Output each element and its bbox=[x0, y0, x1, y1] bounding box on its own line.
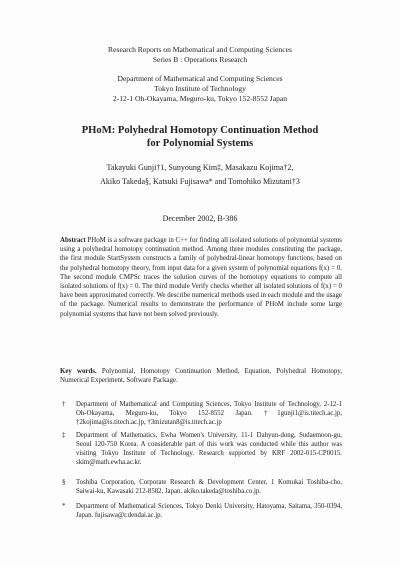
footnote-text: Department of Mathematical Sciences, Tokyo Denki University, Hatoyama, Saitama, 350-0394, Japan. fujisawa@r.dendai.ac.jp. bbox=[76, 503, 342, 519]
footnote-2 bbox=[62, 431, 342, 467]
footnote-text: Department of Mathematics, Ewha Women's University, 11-1 Dahyun-dong, Sudaemoon-gu, Seoul 120-750 Korea. A considerable part of this work was conducted while this author was visiting Tokyo Institute of Technology. Research supported by KRF 2002-015-CP0015. skim@math.ewha.ac.kr. bbox=[76, 432, 342, 466]
footnote-text: Department of Mathematical and Computing Sciences, Tokyo Institute of Technology, 2-12-1 Oh-Okayama, Meguro-ku, Tokyo 152-8552 Japan. †1gunji1@is.titech.ac.jp, †2kojima@is.titech.ac.jp, †3mizutan8@is.titech.ac.jp bbox=[76, 401, 342, 426]
footnote-3 bbox=[62, 478, 342, 496]
footnote-mark: § bbox=[62, 479, 66, 486]
report-series-header bbox=[0, 45, 400, 65]
institute-line: Tokyo Institute of Technology bbox=[154, 84, 246, 94]
footnote-mark: † bbox=[62, 401, 66, 408]
footnote-text: Toshiba Corporation, Corporate Research & Development Center, 1 Komukai Toshiba-cho, Saiwai-ku, Kawasaki 212-8582, Japan. akiko.takeda@toshiba.co.jp. bbox=[76, 479, 342, 495]
address-line: 2-12-1 Oh-Okayama, Meguro-ku, Tokyo 152-8552 Japan bbox=[112, 94, 288, 104]
paper-title bbox=[0, 124, 400, 150]
authors-line-2: Akiko Takeda§, Katsuki Fujisawa* and Tomohiko Mizutani†3 bbox=[100, 177, 300, 186]
keywords bbox=[60, 367, 342, 385]
abstract-label: Abstract bbox=[60, 237, 86, 244]
title-line-2: for Polynomial Systems bbox=[146, 138, 254, 149]
department-address bbox=[0, 74, 400, 105]
report-date: December 2002, B-386 bbox=[162, 214, 238, 223]
abstract-text: PHoM is a software package in C++ for finding all isolated solutions of polynomial systems using a polyhedral homotopy continuation method. Among three modules constituting the package, the first module StartSystem constructs a family of polyhedral-linear homotopy functions, based on the polyhedral homotopy theory, from input data for a given system of polynomial equations f(x) = 0. The second module CMPSc traces the solution curves of the homotopy equations to compute all isolated solutions of f(x) = 0. The third module Verify checks whether all isolated solutions of f(x) = 0 have been approximated correctly. We describe numerical methods used in each module and the usage of the package. Numerical results to demonstrate the performance of PHoM include some large polynomial systems that have not been solved previously. bbox=[60, 237, 342, 318]
footnote-4 bbox=[62, 502, 342, 520]
footnote-1 bbox=[62, 400, 342, 427]
keywords-label: Key words. bbox=[60, 368, 97, 375]
footnote-mark: * bbox=[62, 503, 66, 510]
footnote-mark: ‡ bbox=[62, 432, 66, 439]
department-line: Department of Mathematical and Computing Sciences bbox=[117, 74, 283, 83]
keywords-text: Polynomial, Homotopy Continuation Method, Equation, Polyhedral Homotopy, Numerical Experiment, Software Package. bbox=[60, 368, 342, 385]
authors-line-1: Takayuki Gunji†1, Sunyoung Kim‡, Masakazu Kojima†2, bbox=[106, 163, 294, 172]
title-line-1: PHoM: Polyhedral Homotopy Continuation Method bbox=[81, 125, 319, 136]
author-list bbox=[0, 161, 400, 189]
abstract bbox=[60, 236, 342, 319]
series-line-1: Research Reports on Mathematical and Computing Sciences bbox=[108, 45, 292, 54]
series-line-2: Series B : Operations Research bbox=[152, 55, 248, 65]
